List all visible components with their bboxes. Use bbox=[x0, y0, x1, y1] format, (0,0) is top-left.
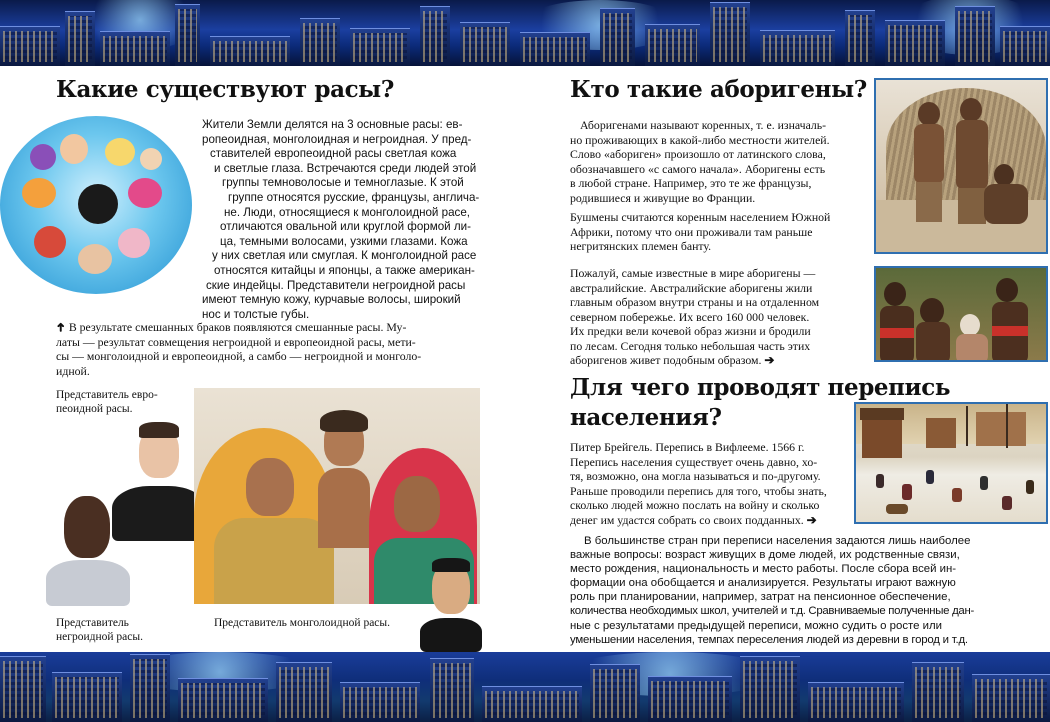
caption-negroid: Представитель негроидной расы. bbox=[56, 617, 143, 643]
bruegel-census-painting bbox=[854, 402, 1048, 524]
mongoloid-man-photo bbox=[420, 556, 482, 652]
bottom-city-banner bbox=[0, 652, 1050, 722]
negroid-man-photo bbox=[46, 488, 130, 606]
aborigines-paragraph-3: Пожалуй, самые известные в мире аборигены — австралийские. Австралийские аборигены жили главным образом внутри страны и на отдаленном северном побережье. Их всего 160 000 человек. Их предки вели кочевой образ жизни и бродили по лесам. Сегодня только небольшая часть этих аборигенов живет подобным образом. ➔ bbox=[570, 266, 820, 367]
arrow-right-icon: ➔ bbox=[806, 512, 817, 527]
census-title-line-1: Для чего проводят перепись bbox=[570, 374, 951, 401]
children-circle-photo bbox=[0, 116, 192, 294]
arrow-right-icon: ➔ bbox=[764, 353, 775, 367]
races-intro-text: Жители Земли делятся на 3 основные расы: ев- ропеоидная, монголоидная и негроидная. У пред- ставителей европеоидной расы светлая кожа и светлые глаза. Встречаются среди людей этой группы темноволосые и темноглазые. К этой группе относятся русские, французы, англича- не. Люди, относящиеся к монголоидной расе, отличаются овальной или круглой формой ли- ца, темными волосами, узкими глазами. Кожа у них светлая или смуглая. К монголоидной расе относятся китайцы и японцы, а также американ- ские индейцы. Представители негроидной расы имеют темную кожу, курчавые волосы, широкий нос и толстые губы. bbox=[202, 118, 480, 321]
census-title-line-2: населения? bbox=[570, 404, 722, 431]
aborigines-paragraph-2: Бушмены считаются коренным населением Южной Африки, потому что они проживали там раньше негритянских племен банту. bbox=[570, 210, 831, 253]
arrow-up-icon: ➜ bbox=[53, 322, 68, 333]
aborigines-title: Кто такие аборигены? bbox=[570, 76, 867, 103]
caption-european: Представитель евро- пеоидной расы. bbox=[56, 389, 158, 415]
mixed-races-text: ➜ В результате смешанных браков появляются смешанные расы. Му- латы — результат совмещения негроидной и европеоидной расы, мети- сы — монголоидной и европеоидной, а самбо — негроидной и монголо- идной. bbox=[53, 320, 422, 378]
bushmen-photo bbox=[874, 78, 1048, 254]
census-paragraph-1: Питер Брейгель. Перепись в Вифлееме. 1566 г. Перепись населения существует очень давно, хо- тя, возможно, она могла называться и по-другому. Раньше проводили перепись для того, чтобы знать, сколько людей можно послать на войну и сколько денег им удастся собрать со своих подданных. ➔ bbox=[570, 440, 827, 527]
top-city-banner bbox=[0, 0, 1050, 66]
census-paragraph-2: В большинстве стран при переписи населения задаются лишь наиболее важные вопросы: возраст живущих в доме людей, их родственные связи, место рождения, национальность и место работы. После сбора всей ин- формации она обобщается и анализируется. Результаты играют важную роль при планировании, например, затрат на пенсионное обеспечение, количества необходимых школ, учителей и т.д. Сравниваемые полученные дан- ные с результатами предыдущей переписи, можно судить о росте или уменьшении населения, темпах переселения людей из деревни в город и т.д. bbox=[570, 535, 974, 646]
caption-mongoloid: Представитель монголоидной расы. bbox=[214, 617, 391, 629]
aborigines-paragraph-1: Аборигенами называют коренных, т. е. изначаль- но проживающих в какой-либо местности жителей. Слово «абориген» произошло от латинского слова, обозначавшего «с самого начала». Аборигены есть в любой стране. Например, это те же французы, родившиеся и живущие во Франции. bbox=[570, 118, 830, 205]
australian-aborigines-photo bbox=[874, 266, 1048, 362]
left-page-title: Какие существуют расы? bbox=[56, 76, 394, 103]
